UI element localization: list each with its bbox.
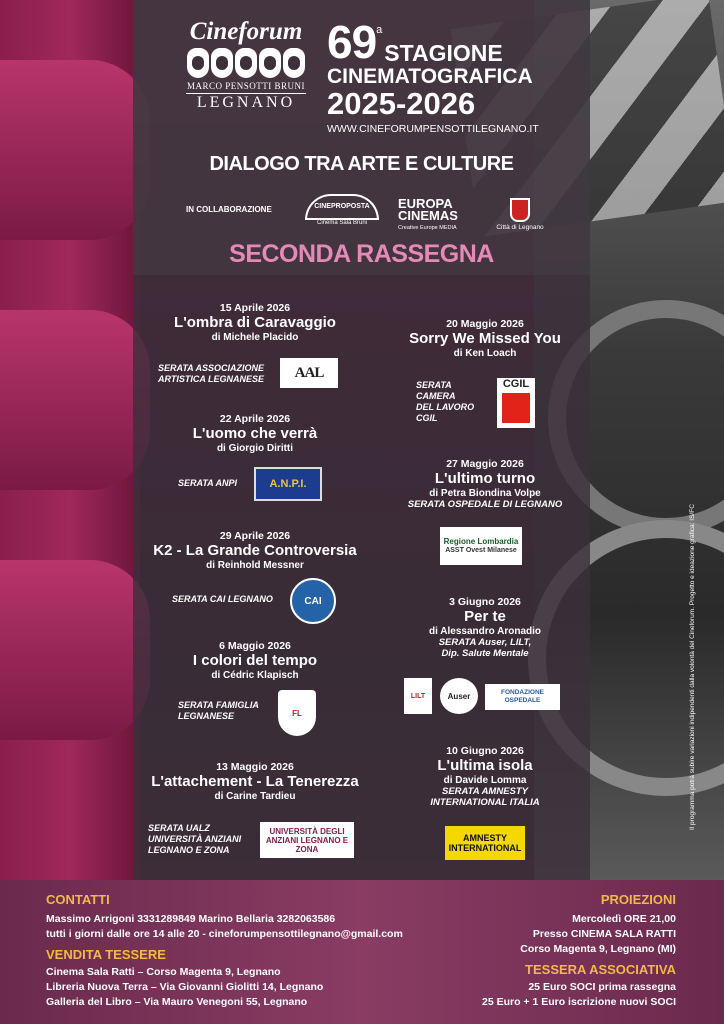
event-serata: SERATA ASSOCIAZIONE ARTISTICA LEGNANESE	[158, 363, 265, 384]
seat-shape	[0, 560, 150, 740]
season-line2: CINEMATOGRAFICA	[327, 65, 533, 88]
proiezioni-line: Mercoledì ORE 21,00	[572, 913, 676, 925]
season-word: STAGIONE	[384, 40, 503, 66]
famiglia-legnanese-logo: FL	[278, 690, 316, 736]
season-years: 2025-2026	[327, 86, 476, 121]
event-serata: SERATA CAMERA DEL LAVORO CGIL	[416, 380, 475, 423]
contatti-line: Massimo Arrigoni 3331289849 Marino Bellaria 3282063586	[46, 913, 336, 925]
season-block	[327, 16, 547, 135]
side-credit: Il programma potrà subire variazioni indipendenti dalla volontà del Cineforum. Progetto e ideazione grafica: IS/FC	[689, 504, 696, 830]
event-card: 6 Maggio 2026 I colori del tempo di Cédric Klapisch	[192, 640, 318, 681]
cgil-red-square	[502, 393, 530, 423]
tessera-line: 25 Euro SOCI prima rassegna	[528, 981, 676, 993]
season-number: 69	[327, 16, 377, 68]
event-card: 13 Maggio 2026 L'attachement - La Tenerezza di Carine Tardieu	[151, 761, 359, 802]
event-serata: SERATA CAI LEGNANO	[172, 594, 273, 604]
aal-logo: AAL	[280, 358, 338, 388]
cai-logo: CAI	[290, 578, 336, 624]
footer	[0, 880, 724, 1024]
event-card: 10 Giugno 2026 L'ultima isola di Davide Lomma SERATA AMNESTY INTERNATIONAL ITALIA	[430, 745, 540, 808]
event-card: 20 Maggio 2026 Sorry We Missed You di Ken Loach	[409, 318, 561, 359]
seat-shape	[0, 60, 150, 240]
vendita-heading: VENDITA TESSERE	[46, 947, 166, 962]
tessera-line: 25 Euro + 1 Euro iscrizione nuovi SOCI	[481, 996, 676, 1008]
logo-city: LEGNANO	[186, 93, 306, 112]
season-superscript: a	[376, 24, 383, 36]
logo-faces-icon	[186, 48, 306, 78]
collaboration-label: IN COLLABORAZIONE	[186, 205, 272, 214]
cgil-logo: CGIL	[497, 378, 535, 428]
fondazione-ospedale-logo: FONDAZIONE OSPEDALE	[485, 684, 560, 710]
logo-names: MARCO PENSOTTI BRUNI	[186, 81, 305, 91]
rassegna-title: SECONDA RASSEGNA	[229, 240, 494, 268]
event-card: 29 Aprile 2026 K2 - La Grande Controversia di Reinhold Messner	[153, 530, 357, 571]
seat-shape	[0, 310, 150, 490]
website-link[interactable]: WWW.CINEFORUMPENSOTTILEGNANO.IT	[327, 123, 539, 135]
proiezioni-line: Corso Magenta 9, Legnano (MI)	[520, 943, 676, 955]
event-card: 3 Giugno 2026 Per te di Alessandro Aronadio SERATA Auser, LILT, Dip. Salute Mentale	[428, 596, 542, 659]
event-serata: SERATA FAMIGLIA LEGNANESE	[178, 700, 259, 721]
proiezioni-heading: PROIEZIONI	[600, 892, 676, 907]
event-card: 27 Maggio 2026 L'ultimo turno di Petra Biondina Volpe SERATA OSPEDALE DI LEGNANO	[407, 458, 563, 510]
citta-di-legnano-logo: Città di Legnano	[490, 196, 550, 231]
contatti-heading: CONTATTI	[46, 892, 110, 907]
proiezioni-line: Presso CINEMA SALA RATTI	[532, 928, 676, 940]
event-card: 15 Aprile 2026 L'ombra di Caravaggio di Michele Placido	[174, 302, 336, 343]
europa-cinemas-logo: EUROPA CINEMAS Creative Europe MEDIA	[398, 196, 458, 231]
event-serata: SERATA UALZ UNIVERSITÀ ANZIANI LEGNANO E ZONA	[148, 823, 242, 855]
amnesty-logo: AMNESTY INTERNATIONAL	[445, 826, 525, 860]
cineproposta-logo: CINEPROPOSTA Cinema Sala Bruni	[304, 194, 380, 226]
vendita-line: Cinema Sala Ratti – Corso Magenta 9, Legnano	[46, 966, 281, 978]
auser-logo: Auser	[440, 678, 478, 714]
ualz-logo: UNIVERSITÀ DEGLI ANZIANI LEGNANO E ZONA	[260, 822, 354, 858]
anpi-logo: A.N.P.I.	[254, 467, 322, 501]
lilt-logo: LILT	[404, 678, 432, 714]
regione-lombardia-logo: Regione Lombardia ASST Ovest Milanese	[440, 527, 522, 565]
coat-of-arms-icon	[510, 198, 530, 222]
vendita-line: Galleria del Libro – Via Mauro Venegoni 55, Legnano	[46, 996, 308, 1008]
event-card: 22 Aprile 2026 L'uomo che verrà di Giorgio Diritti	[192, 413, 318, 454]
vendita-line: Libreria Nuova Terra – Via Giovanni Giolitti 14, Legnano	[46, 981, 324, 993]
tessera-heading: TESSERA ASSOCIATIVA	[525, 962, 676, 977]
logo-brand: Cineforum	[189, 18, 303, 45]
cineforum-logo	[186, 20, 306, 112]
contatti-line: tutti i giorni dalle ore 14 alle 20 - cineforumpensottilegnano@gmail.com	[46, 928, 403, 940]
tagline: DIALOGO TRA ARTE E CULTURE	[209, 153, 514, 175]
event-serata: SERATA ANPI	[178, 478, 238, 488]
